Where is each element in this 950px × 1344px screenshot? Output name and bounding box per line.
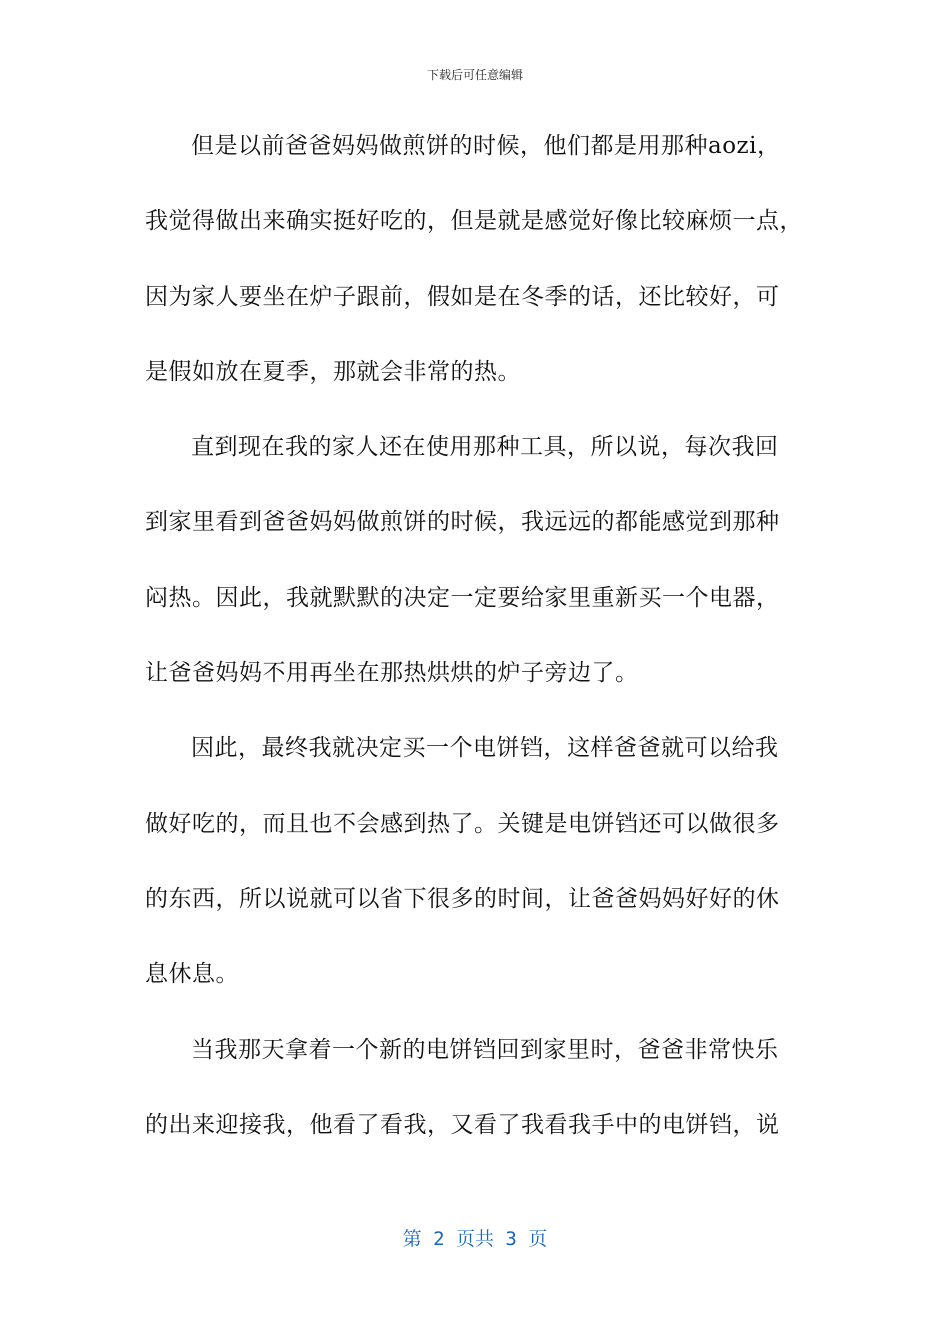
text-line: 的出来迎接我，他看了看我，又看了我看我手中的电饼铛，说 (145, 1111, 780, 1138)
text-line: 闷热。因此，我就默默的决定一定要给家里重新买一个电器， (145, 584, 780, 611)
text-line: 让爸爸妈妈不用再坐在那热烘烘的炉子旁边了。 (145, 660, 639, 687)
text-line: 的东西，所以说就可以省下很多的时间，让爸爸妈妈好好的休 (145, 885, 780, 912)
page-number-footer: 第 2 页共 3 页 (402, 1228, 548, 1250)
text-line: 做好吃的，而且也不会感到热了。关键是电饼铛还可以做很多 (145, 810, 780, 837)
header-note: 下载后可任意编辑 (426, 68, 523, 82)
text-line: 因为家人要坐在炉子跟前，假如是在冬季的话，还比较好，可 (145, 283, 780, 310)
text-line: 因此，最终我就决定买一个电饼铛，这样爸爸就可以给我 (191, 735, 779, 762)
text-line: 我觉得做出来确实挺好吃的，但是就是感觉好像比较麻烦一点， (145, 208, 803, 235)
text-line: 到家里看到爸爸妈妈做煎饼的时候，我远远的都能感觉到那种 (145, 509, 780, 536)
document-body (145, 122, 805, 1176)
text-line: 息休息。 (145, 961, 239, 988)
text-line: 当我那天拿着一个新的电饼铛回到家里时，爸爸非常快乐 (191, 1036, 779, 1063)
text-line: 是假如放在夏季，那就会非常的热。 (145, 358, 521, 385)
text-line: 但是以前爸爸妈妈做煎饼的时候，他们都是用那种aozi， (191, 133, 781, 159)
text-line: 直到现在我的家人还在使用那种工具，所以说，每次我回 (191, 434, 779, 461)
